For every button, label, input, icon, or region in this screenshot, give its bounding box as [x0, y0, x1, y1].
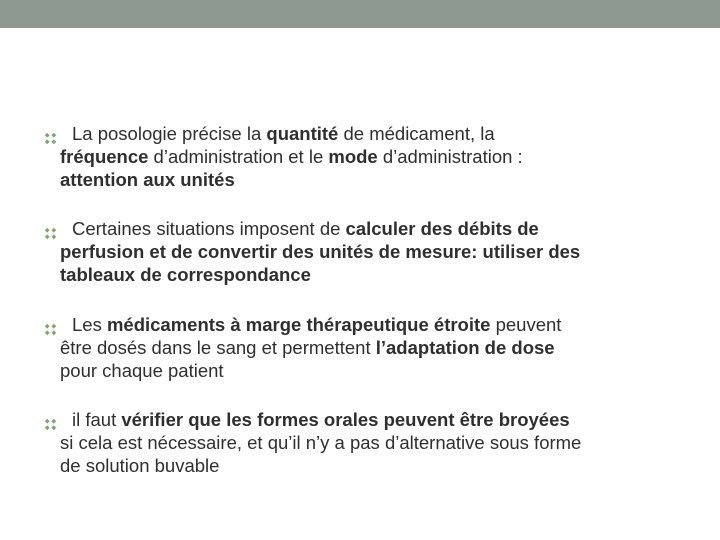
slide-top-bar [0, 0, 720, 28]
slide-content [57, 122, 697, 503]
bullet-text-bold: tableaux de correspondance [60, 264, 311, 285]
bullet-line [60, 168, 697, 191]
bullet-line [60, 240, 697, 263]
bullet-text-bold: mode [328, 146, 378, 167]
bullet-text: de solution buvable [60, 455, 220, 476]
bullet-text: il faut [72, 409, 122, 430]
diamond-bullet-icon [44, 127, 57, 140]
bullet-text: d’administration : [377, 146, 523, 167]
bullet-line [72, 217, 697, 240]
bullet-item [57, 217, 697, 286]
bullet-item [57, 408, 697, 477]
bullet-text: La posologie précise la [72, 123, 267, 144]
bullet-text: si cela est nécessaire, et qu’il n’y a pas d’alternative sous forme [60, 432, 582, 453]
bullet-text-bold: fréquence [60, 146, 149, 167]
bullet-text-bold: l’adaptation de dose [375, 337, 555, 358]
bullet-line [60, 359, 697, 382]
bullet-text-bold: perfusion et de convertir des unités de mesure: utiliser des [60, 241, 581, 262]
bullet-line [60, 454, 697, 477]
bullet-text-bold: quantité [266, 123, 339, 144]
bullet-text-bold: médicaments à marge thérapeutique étroite [106, 314, 491, 335]
diamond-bullet-icon [44, 222, 57, 235]
bullet-text-bold: vérifier que les formes orales peuvent être broyées [121, 409, 570, 430]
bullet-text: Certaines situations imposent de [72, 218, 346, 239]
bullet-line [72, 313, 697, 336]
bullet-line [60, 431, 697, 454]
bullet-text: de médicament, la [338, 123, 495, 144]
bullet-text-bold: attention aux unités [60, 169, 235, 190]
bullet-text: être dosés dans le sang et permettent [60, 337, 376, 358]
diamond-bullet-icon [44, 413, 57, 426]
diamond-bullet-icon [44, 318, 57, 331]
bullet-line [60, 263, 697, 286]
bullet-line [60, 336, 697, 359]
bullet-line [72, 122, 697, 145]
bullet-text: Les [72, 314, 107, 335]
bullet-text: peuvent [490, 314, 562, 335]
bullet-line [60, 145, 697, 168]
bullet-line [72, 408, 697, 431]
bullet-text-bold: calculer des débits de [345, 218, 539, 239]
bullet-item [57, 313, 697, 382]
bullet-text: d’administration et le [148, 146, 329, 167]
bullet-text: pour chaque patient [60, 360, 224, 381]
bullet-item [57, 122, 697, 191]
